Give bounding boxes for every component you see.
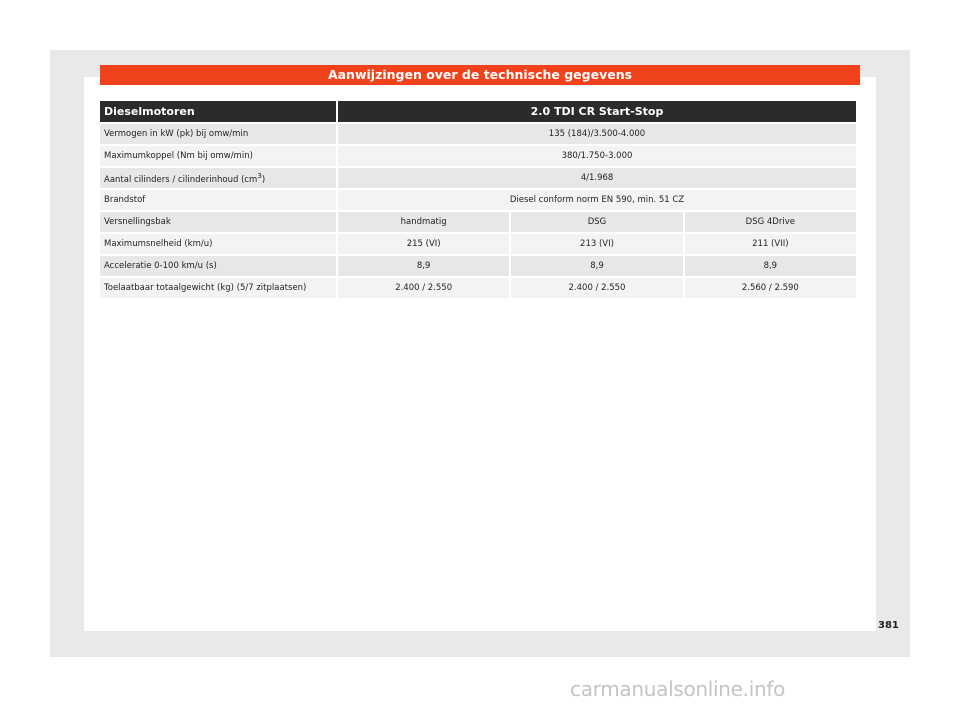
row-value: 2.400 / 2.550: [338, 278, 509, 298]
table-row: [100, 168, 856, 188]
row-value: 135 (184)/3.500-4.000: [338, 124, 856, 144]
row-value: handmatig: [338, 212, 509, 232]
row-label-superscript: 3: [257, 171, 262, 181]
row-value: DSG: [511, 212, 682, 232]
page-number: 381: [878, 620, 899, 631]
row-value: DSG 4Drive: [685, 212, 856, 232]
row-value: 2.560 / 2.590: [685, 278, 856, 298]
table-row: [100, 234, 856, 254]
row-label-text: Aantal cilinders / cilinderinhoud (cm: [104, 174, 258, 185]
row-label: Vermogen in kW (pk) bij omw/min: [100, 124, 336, 144]
table-row: [100, 278, 856, 298]
table-row: [100, 256, 856, 276]
row-value: 8,9: [338, 256, 509, 276]
table-row: [100, 190, 856, 210]
row-value: 380/1.750-3.000: [338, 146, 856, 166]
row-value: 211 (VII): [685, 234, 856, 254]
technical-data-table: [98, 99, 858, 300]
row-value: 2.400 / 2.550: [511, 278, 682, 298]
row-value: 4/1.968: [338, 168, 856, 188]
row-value: Diesel conform norm EN 590, min. 51 CZ: [338, 190, 856, 210]
row-value: 8,9: [685, 256, 856, 276]
row-value: 215 (VI): [338, 234, 509, 254]
row-label: Versnellingsbak: [100, 212, 336, 232]
table-header-row: [100, 101, 856, 122]
row-value: 213 (VI): [511, 234, 682, 254]
row-label: [100, 168, 336, 188]
row-label-end: ): [261, 174, 266, 185]
table-header-label: Dieselmotoren: [100, 101, 336, 122]
row-label: Brandstof: [100, 190, 336, 210]
table-row: [100, 212, 856, 232]
row-label: Acceleratie 0-100 km/u (s): [100, 256, 336, 276]
row-label: Toelaatbaar totaalgewicht (kg) (5/7 zitplaatsen): [100, 278, 336, 298]
row-value: 8,9: [511, 256, 682, 276]
table-row: [100, 146, 856, 166]
row-label: Maximumsnelheid (km/u): [100, 234, 336, 254]
table-row: [100, 124, 856, 144]
section-title: Aanwijzingen over de technische gegevens: [100, 65, 860, 85]
table-header-engine: 2.0 TDI CR Start-Stop: [338, 101, 856, 122]
row-label: Maximumkoppel (Nm bij omw/min): [100, 146, 336, 166]
watermark: carmanualsonline.info: [570, 677, 786, 701]
